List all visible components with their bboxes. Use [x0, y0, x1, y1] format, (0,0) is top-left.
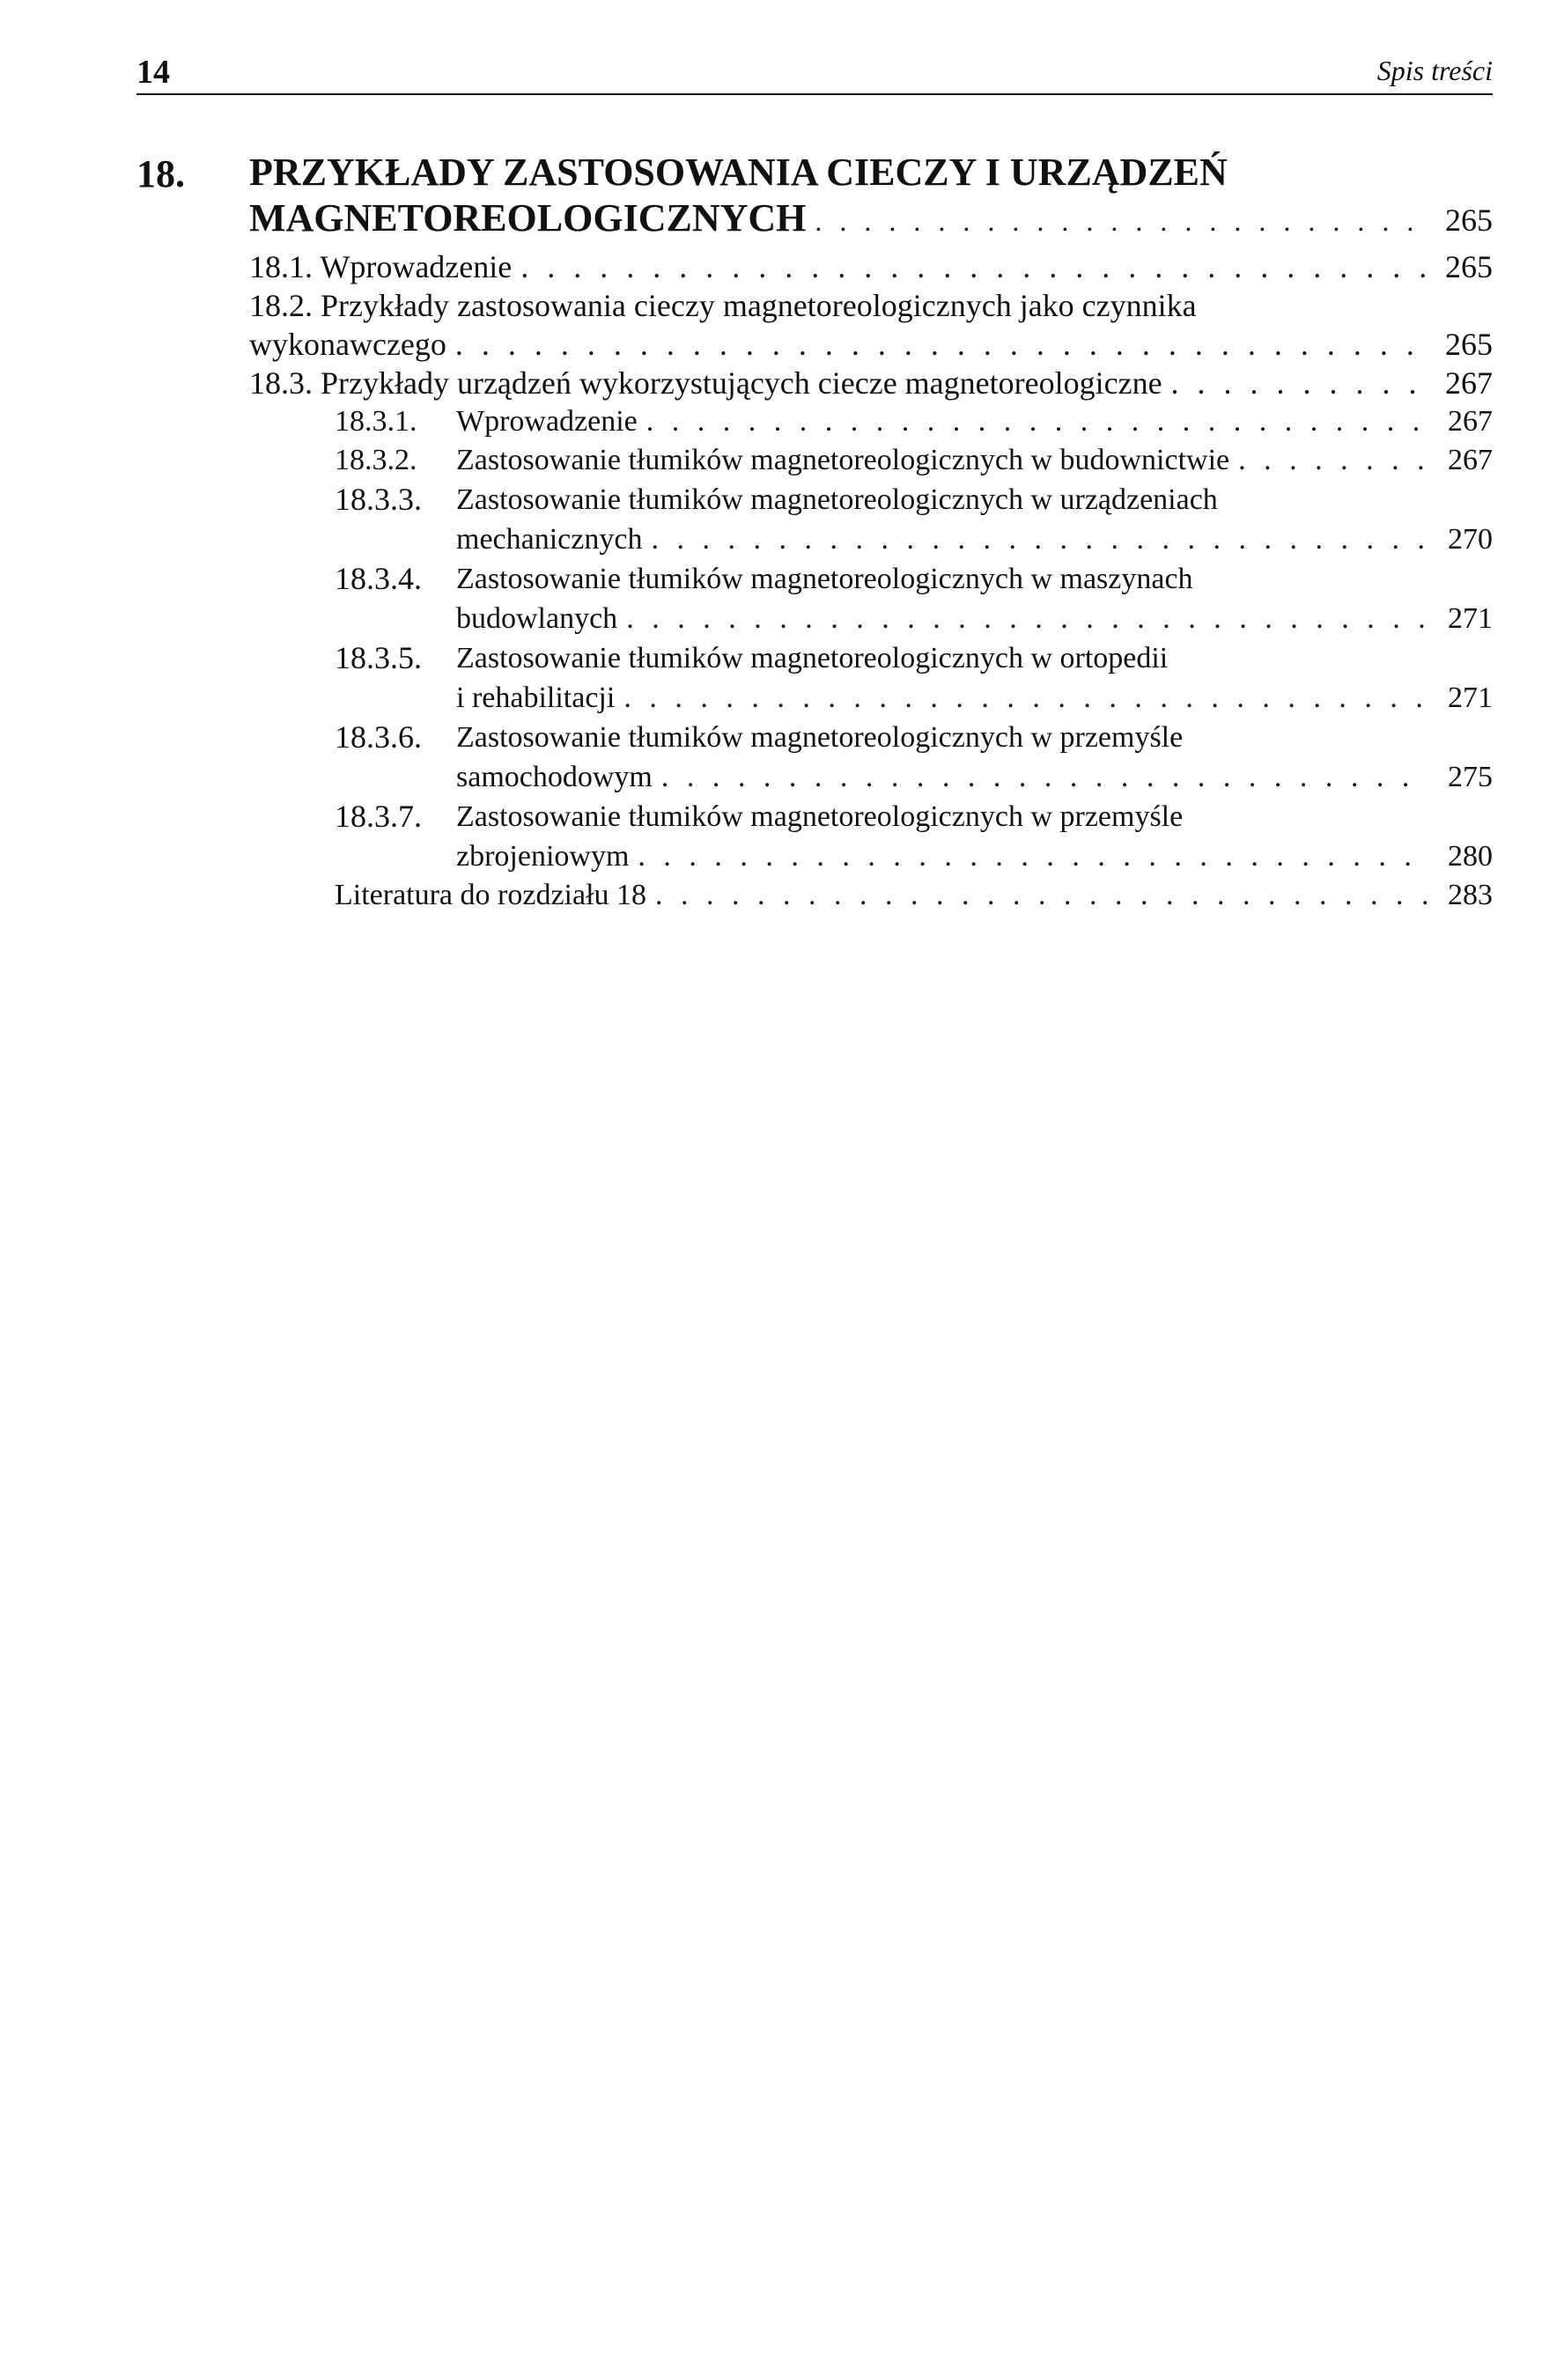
toc-entry-number: 18.3.3.: [335, 482, 422, 517]
toc-entry-page: 271: [1448, 602, 1493, 635]
toc-entry-number: 18.3.5.: [335, 640, 422, 675]
toc-entry-18-3-1: [335, 402, 1493, 441]
toc-entry-label: Literatura do rozdziału 18: [335, 879, 647, 911]
toc-entry-18-3-6: [335, 718, 1493, 797]
toc-entry-label-line1: Zastosowanie tłumików magnetoreologicznych w maszynach: [456, 563, 1193, 595]
toc-entry-18-3-7: [335, 797, 1493, 876]
chapter-entry: [249, 195, 1493, 244]
table-of-contents: [136, 132, 1493, 915]
toc-entry-label-line1: Zastosowanie tłumików magnetoreologicznych w przemyśle: [456, 721, 1184, 754]
toc-entry-label: Wprowadzenie: [456, 405, 638, 438]
chapter-title-line1: PRZYKŁADY ZASTOSOWANIA CIECZY I URZĄDZEŃ: [249, 151, 1228, 194]
toc-entry-18-3-5: [335, 638, 1493, 718]
toc-entry-literature: [335, 876, 1493, 915]
toc-entry-page: 275: [1448, 761, 1493, 793]
chapter-title-line2: MAGNETOREOLOGICZNYCH: [249, 196, 807, 239]
toc-entry-page: 267: [1445, 365, 1493, 401]
toc-entry-label: Zastosowanie tłumików magnetoreologicznych w budownictwie: [456, 444, 1230, 476]
toc-entry-18-3-2: [335, 441, 1493, 480]
toc-entry-label-group: [335, 402, 638, 441]
toc-entry-18-1: [249, 247, 1493, 286]
toc-entry-page: 267: [1448, 405, 1493, 438]
toc-entry-label-line2: i rehabilitacji: [456, 682, 616, 714]
dot-leader: [455, 325, 1429, 364]
toc-entry-label-line1: Zastosowanie tłumików magnetoreologicznych w urządzeniach: [456, 483, 1218, 516]
toc-entry-page: 265: [1445, 327, 1493, 362]
toc-entry-page: 265: [1445, 249, 1493, 284]
dot-leader: [623, 679, 1429, 718]
chapter-title: [249, 132, 1493, 195]
toc-entry-page: 280: [1448, 840, 1493, 873]
toc-entry-label-line2: samochodowym: [456, 761, 653, 793]
dot-leader: [651, 520, 1429, 559]
toc-entry-label-line1: Zastosowanie tłumików magnetoreologicznych w ortopedii: [456, 642, 1169, 674]
toc-entry-label-line1: Zastosowanie tłumików magnetoreologicznych w przemyśle: [456, 800, 1184, 833]
toc-entry-continuation: [456, 520, 1493, 559]
toc-entry-continuation: [456, 758, 1493, 797]
toc-entry-continuation: [249, 325, 1493, 364]
toc-entry-continuation: [456, 600, 1493, 638]
chapter-number: 18.: [136, 152, 185, 195]
chapter-heading: [136, 132, 1493, 195]
dot-leader: [1171, 364, 1429, 402]
toc-entry-label-line2: wykonawczego: [249, 327, 446, 362]
toc-entry-number: 18.3.2.: [335, 444, 417, 476]
toc-entry-18-2: [249, 286, 1493, 364]
toc-entry-18-3: [249, 364, 1493, 402]
toc-entry-page: 271: [1448, 682, 1493, 714]
dot-leader: [638, 837, 1429, 876]
dot-leader: [655, 876, 1429, 915]
toc-entry-label: 18.1. Wprowadzenie: [249, 249, 513, 284]
toc-entry-page: 267: [1448, 444, 1493, 476]
toc-entry-label-line2: mechanicznych: [456, 523, 643, 556]
toc-entry-page: 283: [1448, 879, 1493, 911]
toc-entry-18-3-4: [335, 559, 1493, 638]
chapter-page: 265: [1445, 203, 1493, 238]
dot-leader: [1238, 441, 1429, 480]
dot-leader: [626, 600, 1429, 638]
dot-leader: [646, 402, 1429, 441]
toc-entry-label-line1: 18.2. Przykłady zastosowania cieczy magnetoreologicznych jako czynnika: [249, 288, 1197, 323]
toc-entry-continuation: [456, 837, 1493, 876]
dot-leader: [520, 247, 1429, 286]
dot-leader: [815, 198, 1429, 244]
toc-entry-18-3-3: [335, 480, 1493, 559]
toc-entry-number: 18.3.7.: [335, 799, 422, 834]
toc-entry-label-group: [335, 441, 1229, 480]
toc-entry-number: 18.3.1.: [335, 405, 417, 438]
page-number: 14: [136, 54, 170, 91]
toc-entry-continuation: [456, 679, 1493, 718]
running-title: Spis treści: [1376, 55, 1493, 86]
toc-entry-label-line2: budowlanych: [456, 602, 618, 635]
toc-entry-number: 18.3.6.: [335, 719, 422, 755]
toc-entry-label-line2: zbrojeniowym: [456, 840, 630, 873]
toc-entry-label: 18.3. Przykłady urządzeń wykorzystujących ciecze magnetoreologiczne: [249, 365, 1162, 401]
toc-entry-page: 270: [1448, 523, 1493, 556]
running-header: [136, 51, 1493, 95]
dot-leader: [661, 758, 1429, 797]
toc-entry-number: 18.3.4.: [335, 561, 422, 596]
